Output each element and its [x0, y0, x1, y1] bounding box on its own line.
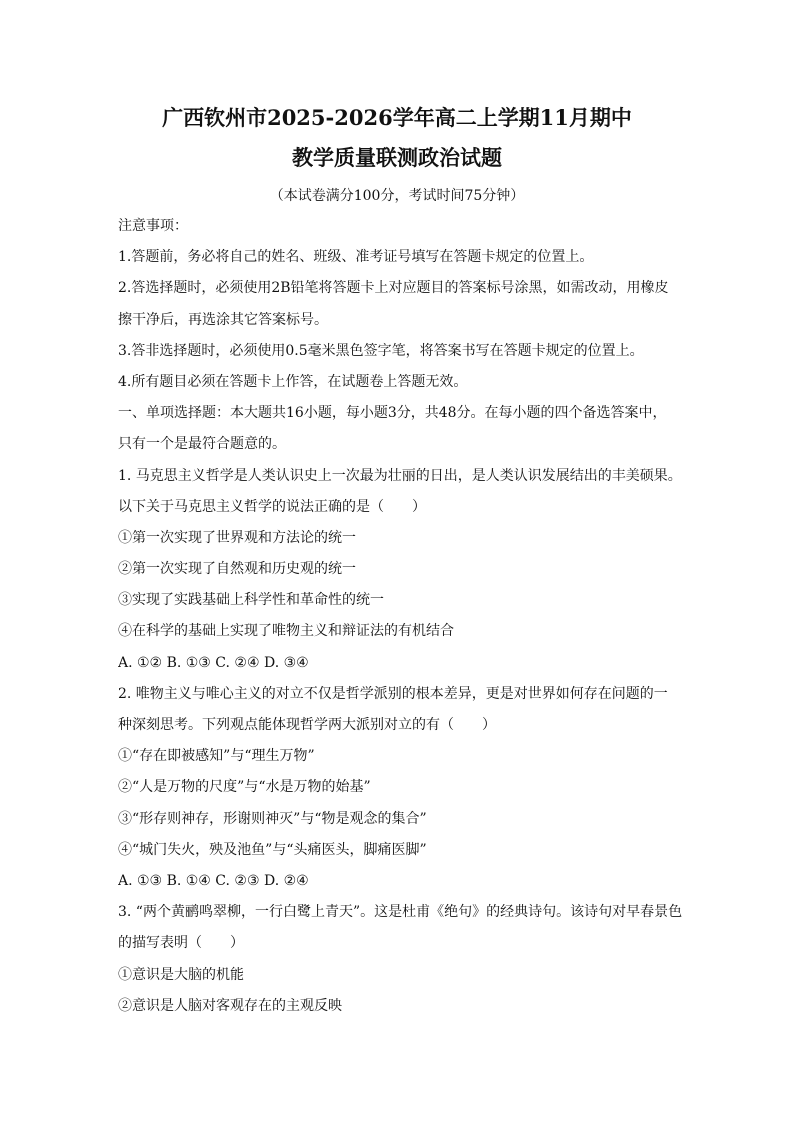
q1-choices: A. ①② B. ①③ C. ②④ D. ③④ — [118, 654, 309, 671]
q2-option-2: ②“人是万物的尺度”与“水是万物的始基” — [118, 779, 371, 796]
q2-choices: A. ①③ B. ①④ C. ②③ D. ②④ — [118, 872, 309, 889]
note-item-4: 4.所有题目必须在答题卡上作答，在试题卷上答题无效。 — [118, 373, 468, 390]
q2-stem-line1: 2. 唯物主义与唯心主义的对立不仅是哲学派别的根本差异，更是对世界如何存在问题的一 — [118, 685, 668, 702]
section-heading-line2: 只有一个是最符合题意的。 — [118, 436, 286, 453]
exam-subtitle: （本试卷满分100分，考试时间75分钟） — [269, 188, 525, 204]
exam-body — [118, 215, 688, 1026]
note-item-3: 3.答非选择题时，必须使用0.5毫米黑色签字笔，将答案书写在答题卡规定的位置上。 — [118, 342, 644, 359]
note-item-1: 1.答题前，务必将自己的姓名、班级、准考证号填写在答题卡规定的位置上。 — [118, 249, 594, 266]
q1-stem-line2: 以下关于马克思主义哲学的说法正确的是（ ） — [118, 498, 426, 515]
q3-option-2: ②意识是人脑对客观存在的主观反映 — [118, 997, 342, 1014]
q3-stem-line1: 3. “两个黄鹂鸣翠柳，一行白鹭上青天”。这是杜甫《绝句》的经典诗句。该诗句对早春景色 — [118, 904, 683, 921]
exam-title-line2: 教学质量联测政治试题 — [292, 145, 502, 170]
q2-option-3: ③“形存则神存，形谢则神灭”与“物是观念的集合” — [118, 810, 427, 827]
q1-stem-line1: 1. 马克思主义哲学是人类认识史上一次最为壮丽的日出，是人类认识发展结出的丰美硕果。 — [118, 467, 682, 484]
note-item-2-line2: 擦干净后，再选涂其它答案标号。 — [118, 311, 328, 328]
q3-stem-line2: 的描写表明（ ） — [118, 935, 244, 952]
note-item-2-line1: 2.答选择题时，必须使用2B铅笔将答题卡上对应题目的答案标号涂黑，如需改动，用橡皮 — [118, 280, 669, 297]
exam-title-line1: 广西钦州市2025-2026学年高二上学期11月期中 — [162, 105, 632, 130]
notes-heading: 注意事项： — [118, 218, 188, 234]
q1-option-4: ④在科学的基础上实现了唯物主义和辩证法的有机结合 — [118, 623, 454, 640]
q2-option-1: ①“存在即被感知”与“理生万物” — [118, 748, 315, 765]
q1-option-2: ②第一次实现了自然观和历史观的统一 — [118, 561, 356, 578]
q3-option-1: ①意识是大脑的机能 — [118, 966, 244, 983]
section-heading-line1: 一、单项选择题：本大题共16小题，每小题3分，共48分。在每小题的四个备选答案中， — [118, 405, 667, 422]
q1-option-3: ③实现了实践基础上科学性和革命性的统一 — [118, 592, 384, 609]
q1-option-1: ①第一次实现了世界观和方法论的统一 — [118, 529, 356, 546]
q2-option-4: ④“城门失火，殃及池鱼”与“头痛医头，脚痛医脚” — [118, 841, 427, 858]
q2-stem-line2: 种深刻思考。下列观点能体现哲学两大派别对立的有（ ） — [118, 717, 496, 733]
